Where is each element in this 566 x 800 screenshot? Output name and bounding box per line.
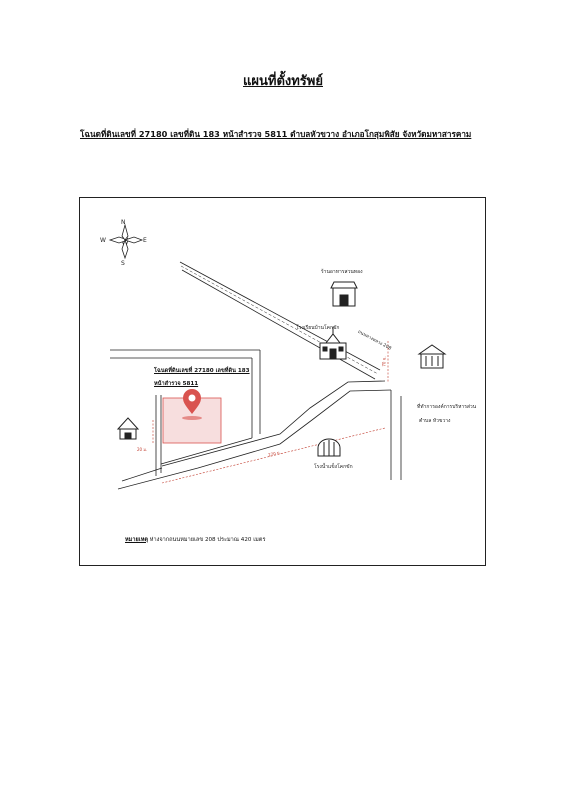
compass-east: E (143, 237, 147, 244)
plot-label-line1: โฉนดที่ดินเลขที่ 27180 เลขที่ดิน 183 (154, 368, 250, 374)
location-map (79, 197, 486, 566)
compass-icon (110, 225, 142, 258)
note-text: ห่างจากถนนหมายเลข 208 ประมาณ 420 เมตร (148, 537, 266, 543)
office-label-line2: ตำบล หัวขวาง (419, 418, 451, 424)
dimension-bottom-label: 270 ม. (267, 449, 282, 458)
highway-road (180, 262, 380, 379)
map-drawing (80, 198, 487, 567)
greenhouse-label: โรงน้ำแข็งโคกขัก (314, 464, 353, 470)
house-icon (118, 418, 138, 439)
note-title: หมายเหตุ (125, 537, 149, 543)
greenhouse-icon (318, 439, 340, 456)
school-label: โรงเรียนบ้านโคกขัก (296, 325, 340, 331)
government-office-icon (419, 345, 445, 368)
compass-south: S (121, 260, 125, 267)
dimension-left-label: 20 ม. (137, 447, 148, 452)
highway-label: ถนนทางหลวง 208 (356, 329, 392, 352)
dimension-right-label: 70 ม. (381, 356, 387, 367)
shop-icon (331, 282, 357, 306)
access-road (118, 381, 391, 489)
side-road (391, 390, 401, 480)
plot-label-line2: หน้าสำรวจ 5811 (154, 381, 199, 387)
page-title: แผนที่ตั้งทรัพย์ (243, 74, 323, 89)
office-label: ที่ทำการองค์การบริหารส่วน (417, 404, 477, 410)
compass-north: N (121, 219, 126, 226)
deed-info: โฉนดที่ดินเลขที่ 27180 เลขที่ดิน 183 หน้าสำรวจ 5811 ตำบลหัวขวาง อำเภอโกสุมพิสัย จังหวัดมหาสารคาม (80, 129, 472, 139)
compass-west: W (100, 237, 106, 244)
map-note (125, 536, 265, 544)
shop-label: ร้านอาหารสวนทอง (321, 269, 363, 275)
